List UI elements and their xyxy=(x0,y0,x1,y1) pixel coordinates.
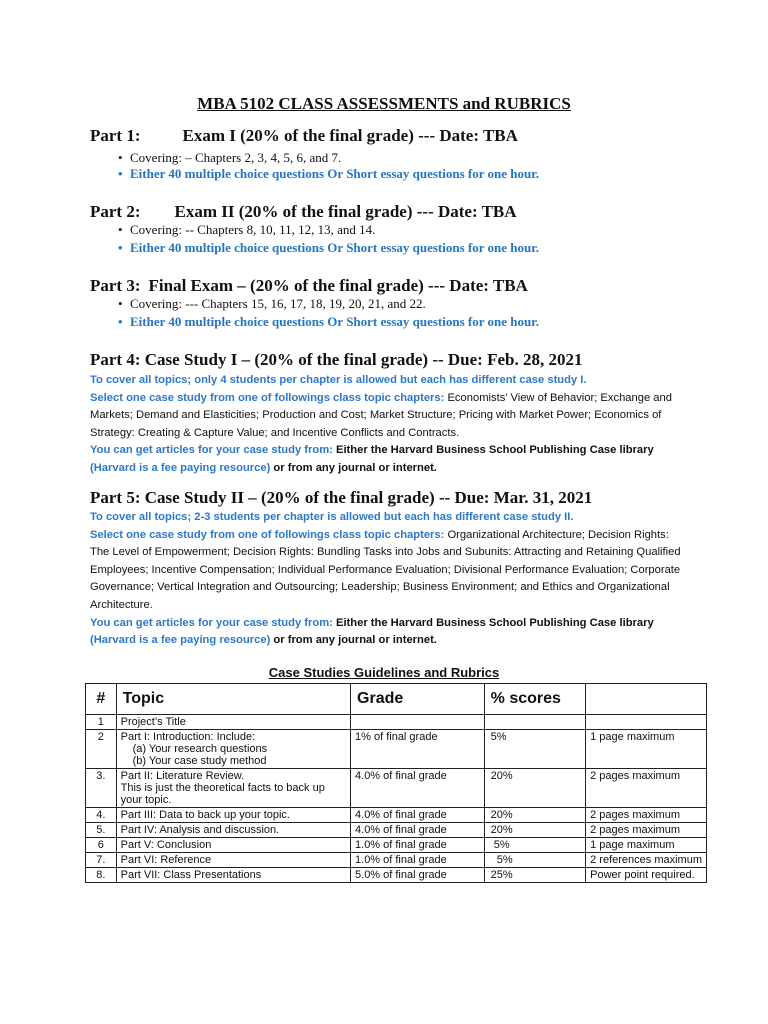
topic-line: Project’s Title xyxy=(120,716,186,728)
row-topic xyxy=(116,838,350,853)
rule-text: To cover all topics; only 4 students per chapter is allowed but each has different case study I. xyxy=(90,374,587,386)
row-grade: 4.0% of final grade xyxy=(351,808,485,823)
part-label: Part 2: xyxy=(90,202,141,221)
table-row xyxy=(86,853,707,868)
row-note: 2 references maximum xyxy=(586,853,707,868)
topic-line: Part V: Conclusion xyxy=(120,839,212,851)
row-grade: 5.0% of final grade xyxy=(351,868,485,883)
format-text: Either 40 multiple choice questions Or Short essay questions for one hour. xyxy=(130,314,540,329)
rubric-table-body xyxy=(86,715,707,883)
table-row xyxy=(86,808,707,823)
format-text: Either 40 multiple choice questions Or Short essay questions for one hour. xyxy=(130,240,540,255)
row-topic xyxy=(116,730,350,769)
document-title: MBA 5102 CLASS ASSESSMENTS and RUBRICS xyxy=(197,94,571,113)
part-5-heading: Part 5: Case Study II – (20% of the final grade) -- Due: Mar. 31, 2021 xyxy=(90,488,593,507)
row-note: 1 page maximum xyxy=(586,838,707,853)
row-score: 20% xyxy=(484,769,585,808)
topic-line: Part IV: Analysis and discussion. xyxy=(120,824,280,836)
row-note xyxy=(586,715,707,730)
row-number: 6 xyxy=(86,838,117,853)
articles-source: Either the Harvard Business School Publishing Case library xyxy=(332,616,654,629)
row-topic xyxy=(116,823,350,838)
part-2-format xyxy=(118,240,539,256)
articles-source: Either the Harvard Business School Publishing Case library xyxy=(332,444,654,457)
select-label: Select one case study from one of followings class topic chapters: xyxy=(90,391,445,404)
topic-line: Part VII: Class Presentations xyxy=(120,869,262,881)
format-text: Either 40 multiple choice questions Or Short essay questions for one hour. xyxy=(130,166,540,181)
part-2-covering xyxy=(118,222,375,238)
part-1-heading xyxy=(90,126,518,146)
select-label: Select one case study from one of followings class topic chapters: xyxy=(90,528,445,541)
row-score: 5% xyxy=(484,838,585,853)
row-score: 5% xyxy=(484,853,585,868)
part-5-details xyxy=(90,509,686,650)
bullet-icon: • xyxy=(118,240,123,255)
row-number: 1 xyxy=(86,715,117,730)
part-2-heading xyxy=(90,202,517,222)
row-score: 20% xyxy=(484,808,585,823)
header-notes xyxy=(586,684,707,715)
covering-text: Covering: -- Chapters 8, 10, 11, 12, 13, and 14. xyxy=(130,222,376,237)
fee-note: (Harvard is a fee paying resource) xyxy=(90,461,271,474)
topic-line: (a) Your research questions xyxy=(132,743,268,755)
topic-line: (b) Your case study method xyxy=(132,755,267,767)
part-1-format xyxy=(118,166,539,182)
row-number: 2 xyxy=(86,730,117,769)
topics-text: Economists’ View of Behavior; Exchange and Markets; Demand and Elasticities; Production and Cost; Market Structure; Pricing with Market Power; Economics of Strategy: Creating & Capture Value; and Incentive Conflicts and Contracts. xyxy=(90,391,672,439)
row-score: 25% xyxy=(484,868,585,883)
part-label: Part 3: xyxy=(90,276,141,295)
row-topic xyxy=(116,715,350,730)
articles-label: You can get articles for your case study from: xyxy=(90,444,333,457)
row-grade xyxy=(351,715,485,730)
rubric-table-title: Case Studies Guidelines and Rubrics xyxy=(268,665,500,680)
row-grade: 4.0% of final grade xyxy=(351,823,485,838)
row-note: 1 page maximum xyxy=(586,730,707,769)
topic-line: Part VI: Reference xyxy=(120,854,212,866)
topics-text: Organizational Architecture; Decision Rights: The Level of Empowerment; Decision Rights: Bundling Tasks into Jobs and Subunits: Attracting and Retaining Qualified Employees; Incentive Compensation; Individual Performance Evaluation; Divisional Performance Evaluation; Corporate Governance; Vertical Integration and Outsourcing; Leadership; Business Environment; and Ethics and Organizational Architecture. xyxy=(90,528,681,611)
part-3-format xyxy=(118,314,539,330)
row-number: 3. xyxy=(86,769,117,808)
bullet-icon: • xyxy=(118,314,123,329)
part-4-details xyxy=(90,372,686,478)
topic-line: This is just the theoretical facts to back up your topic. xyxy=(120,782,325,806)
topic-line: Part III: Data to back up your topic. xyxy=(120,809,290,821)
row-grade: 1.0% of final grade xyxy=(351,838,485,853)
bullet-icon: • xyxy=(118,150,123,165)
row-note: 2 pages maximum xyxy=(586,823,707,838)
fee-note: (Harvard is a fee paying resource) xyxy=(90,634,271,647)
bullet-icon: • xyxy=(118,166,123,181)
rule-text: To cover all topics; 2-3 students per chapter is allowed but each has different case study II. xyxy=(90,511,574,523)
table-row xyxy=(86,730,707,769)
topic-line: Part I: Introduction: Include: xyxy=(120,731,256,743)
row-grade: 1.0% of final grade xyxy=(351,853,485,868)
row-topic xyxy=(116,853,350,868)
header-topic: Topic xyxy=(116,684,350,715)
rubric-table xyxy=(85,683,707,883)
bullet-icon: • xyxy=(118,222,123,237)
row-topic xyxy=(116,808,350,823)
row-score: 20% xyxy=(484,823,585,838)
topic-line: Part II: Literature Review. xyxy=(120,770,245,782)
row-number: 7. xyxy=(86,853,117,868)
covering-text: Covering: --- Chapters 15, 16, 17, 18, 19, 20, 21, and 22. xyxy=(130,296,426,311)
table-header-row xyxy=(86,684,707,715)
row-number: 8. xyxy=(86,868,117,883)
part-label: Part 1: xyxy=(90,126,141,145)
row-score: 5% xyxy=(484,730,585,769)
table-row xyxy=(86,823,707,838)
row-score xyxy=(484,715,585,730)
bullet-icon: • xyxy=(118,296,123,311)
row-topic xyxy=(116,868,350,883)
row-note: Power point required. xyxy=(586,868,707,883)
table-row xyxy=(86,769,707,808)
articles-tail: or from any journal or internet. xyxy=(270,461,437,474)
covering-text: Covering: – Chapters 2, 3, 4, 5, 6, and 7. xyxy=(130,150,342,165)
row-note: 2 pages maximum xyxy=(586,808,707,823)
row-topic xyxy=(116,769,350,808)
part-1-covering xyxy=(118,150,341,166)
header-grade: Grade xyxy=(351,684,485,715)
part-4-heading: Part 4: Case Study I – (20% of the final grade) -- Due: Feb. 28, 2021 xyxy=(90,350,583,369)
articles-label: You can get articles for your case study from: xyxy=(90,616,333,629)
header-scores: % scores xyxy=(484,684,585,715)
table-row xyxy=(86,715,707,730)
part-3-heading xyxy=(90,276,528,296)
row-note: 2 pages maximum xyxy=(586,769,707,808)
part-3-covering xyxy=(118,296,426,312)
row-grade: 4.0% of final grade xyxy=(351,769,485,808)
row-number: 4. xyxy=(86,808,117,823)
table-row xyxy=(86,838,707,853)
table-row xyxy=(86,868,707,883)
row-grade: 1% of final grade xyxy=(351,730,485,769)
articles-tail: or from any journal or internet. xyxy=(270,634,437,647)
part-title: Exam I (20% of the final grade) --- Date: TBA xyxy=(182,126,518,145)
header-number: # xyxy=(86,684,117,715)
row-number: 5. xyxy=(86,823,117,838)
part-title: Final Exam – (20% of the final grade) --- Date: TBA xyxy=(148,276,528,295)
part-title: Exam II (20% of the final grade) --- Date: TBA xyxy=(174,202,517,221)
